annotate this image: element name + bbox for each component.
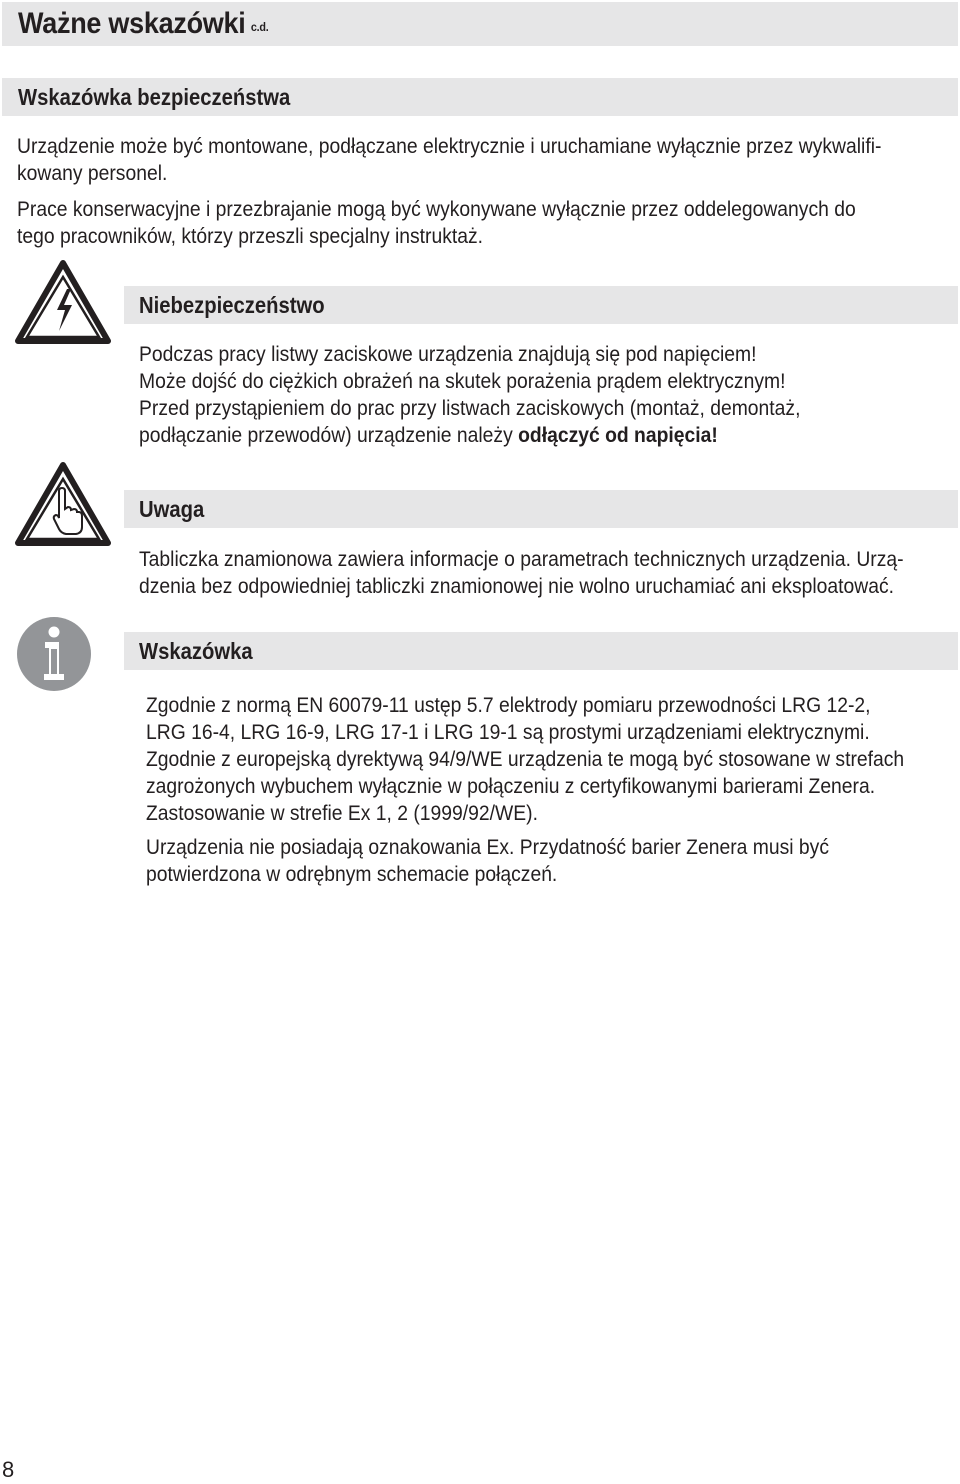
caution-heading-bar [124, 490, 958, 528]
danger-heading: Niebezpieczeństwo [139, 292, 325, 318]
info-icon [16, 616, 92, 692]
note-line: LRG 16-4, LRG 16-9, LRG 17-1 i LRG 19-1 są prostymi urządzeniami elektrycznymi. [146, 721, 870, 744]
danger-last-line-plain: podłączanie przewodów) urządzenie należy [139, 424, 519, 447]
safety-line: tego pracowników, którzy przeszli specjalny instruktaż. [17, 225, 484, 248]
page-number: 8 [2, 1457, 15, 1482]
danger-line: Może dojść do ciężkich obrażeń na skutek porażenia prądem elektrycznym! [139, 370, 786, 393]
danger-last-line-bold: odłączyć od napięcia! [518, 424, 718, 447]
note-line: Urządzenia nie posiadają oznakowania Ex. Przydatność barier Zenera musi być [146, 836, 829, 859]
caution-line: dzenia bez odpowiedniej tabliczki znamionowej nie wolno uruchamiać ani eksploatować. [139, 575, 894, 598]
danger-line: Przed przystąpieniem do prac przy listwach zaciskowych (montaż, demontaż, [139, 397, 801, 420]
note-line: Zastosowanie w strefie Ex 1, 2 (1999/92/WE). [146, 802, 538, 825]
high-voltage-warning-icon [14, 259, 112, 345]
caution-heading: Uwaga [139, 496, 205, 522]
page-title-suffix: c.d. [250, 20, 269, 34]
safety-text [17, 133, 946, 250]
note-line: Zgodnie z europejską dyrektywą 94/9/WE urządzenia te mogą być stosowane w strefach [146, 748, 905, 771]
danger-line [139, 422, 949, 449]
danger-line: Podczas pracy listwy zaciskowe urządzenia znajdują się pod napięciem! [139, 343, 757, 366]
note-heading-bar [124, 632, 958, 670]
safety-line: Prace konserwacyjne i przezbrajanie mogą być wykonywane wyłącznie przez oddelegowanych do [17, 198, 856, 221]
caution-text [139, 546, 949, 600]
caution-line: Tabliczka znamionowa zawiera informacje o parametrach technicznych urządzenia. Urzą- [139, 548, 904, 571]
safety-heading: Wskazówka bezpieczeństwa [18, 84, 291, 110]
page-title [18, 7, 268, 41]
note-line: Zgodnie z normą EN 60079-11 ustęp 5.7 elektrody pomiaru przewodności LRG 12-2, [146, 694, 871, 717]
danger-text [139, 341, 949, 449]
note-line: potwierdzona w odrębnym schemacie połączeń. [146, 863, 558, 886]
hand-warning-icon [14, 461, 112, 547]
note-line: zagrożonych wybuchem wyłącznie w połączeniu z certyfikowanymi barierami Zenera. [146, 775, 876, 798]
safety-line: kowany personel. [17, 162, 168, 185]
note-heading: Wskazówka [139, 638, 253, 664]
page-title-text: Ważne wskazówki [18, 7, 246, 40]
safety-heading-bar [2, 78, 958, 116]
note-text [146, 692, 946, 888]
danger-heading-bar [124, 286, 958, 324]
title-bar [2, 2, 958, 46]
safety-line: Urządzenie może być montowane, podłączane elektrycznie i uruchamiane wyłącznie przez wykwalifi- [17, 135, 882, 158]
